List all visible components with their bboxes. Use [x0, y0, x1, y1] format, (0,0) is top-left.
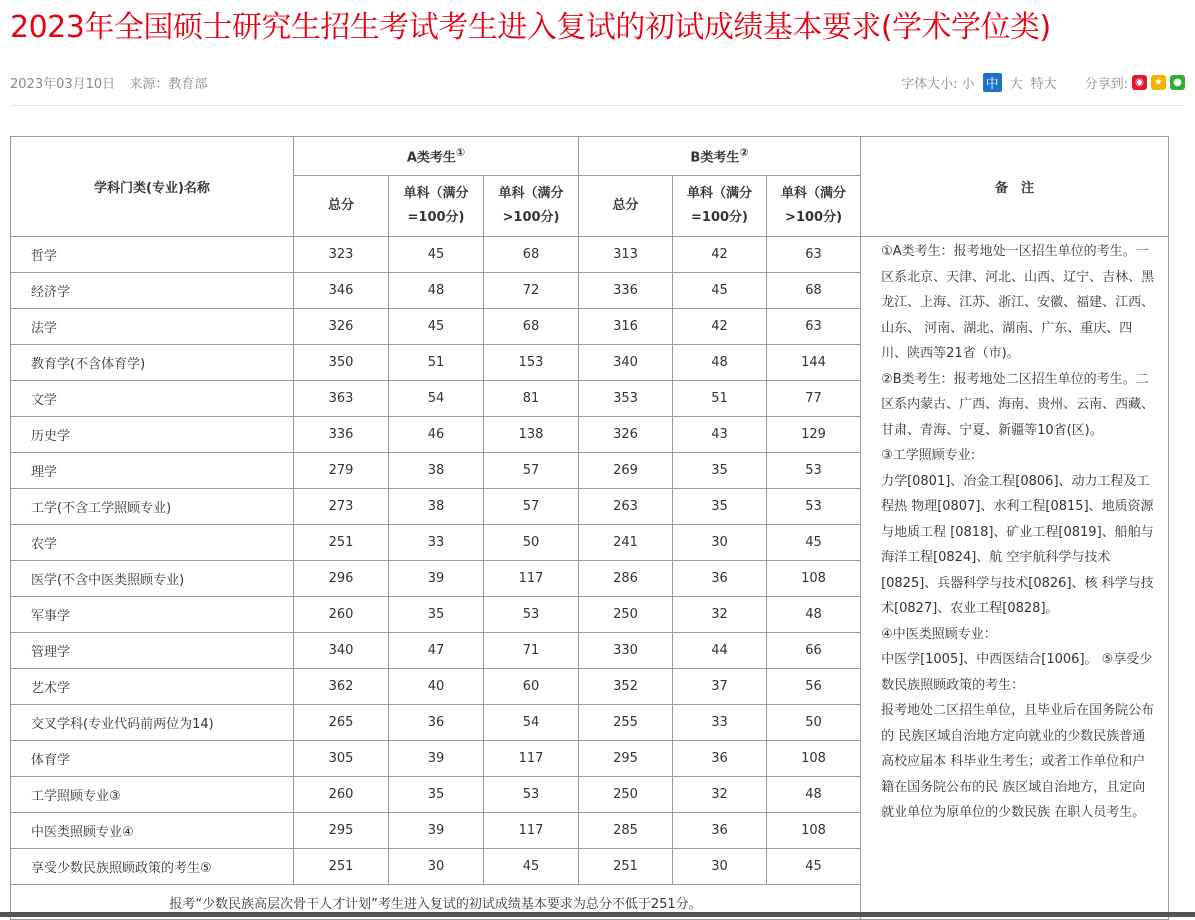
- score-b-s1: 32: [673, 777, 767, 813]
- score-b-total: 241: [579, 525, 673, 561]
- score-a-total: 251: [294, 525, 389, 561]
- score-b-s1: 35: [673, 453, 767, 489]
- score-b-s1: 32: [673, 597, 767, 633]
- score-a-s1: 54: [389, 381, 484, 417]
- score-a-s2: 117: [484, 741, 579, 777]
- font-size-medium[interactable]: 中: [983, 73, 1002, 92]
- score-b-s1: 33: [673, 705, 767, 741]
- header-divider: [10, 105, 1185, 106]
- score-a-total: 295: [294, 813, 389, 849]
- table-row: [11, 237, 1169, 273]
- page-title: 2023年全国硕士研究生招生考试考生进入复试的初试成绩基本要求(学术学位类): [10, 10, 1051, 45]
- score-b-total: 340: [579, 345, 673, 381]
- score-a-s2: 57: [484, 489, 579, 525]
- score-b-s1: 36: [673, 813, 767, 849]
- subject-name: 理学: [11, 453, 294, 489]
- note-paragraph: ②B类考生：报考地处二区招生单位的考生。二区系内蒙古、广西、海南、贵州、云南、西藏、 甘肃、青海、宁夏、新疆等10省(区)。: [881, 371, 1155, 438]
- score-a-s2: 57: [484, 453, 579, 489]
- score-b-total: 286: [579, 561, 673, 597]
- qzone-icon[interactable]: ★: [1151, 75, 1166, 90]
- score-a-s2: 54: [484, 705, 579, 741]
- footer-note: 报考“少数民族高层次骨干人才计划”考生进入复试的初试成绩基本要求为总分不低于251分。: [11, 885, 861, 920]
- score-b-s2: 63: [767, 237, 861, 273]
- score-a-s1: 33: [389, 525, 484, 561]
- font-size-xlarge[interactable]: 特大: [1030, 77, 1057, 92]
- b-single-100-header: 单科（满分=100分): [673, 176, 767, 237]
- score-a-total: 363: [294, 381, 389, 417]
- a-single-100-header: 单科（满分=100分): [389, 176, 484, 237]
- group-b-mark: ②: [739, 146, 749, 160]
- score-b-total: 263: [579, 489, 673, 525]
- score-a-s1: 48: [389, 273, 484, 309]
- bottom-bar: [0, 912, 1195, 917]
- note-paragraph: ③工学照顾专业:: [881, 448, 976, 463]
- subject-name: 法学: [11, 309, 294, 345]
- score-a-total: 350: [294, 345, 389, 381]
- font-size-label: 字体大小:: [901, 77, 958, 92]
- score-a-s2: 53: [484, 597, 579, 633]
- note-paragraph: ④中医类照顾专业：: [881, 626, 997, 642]
- group-b-label: B类考生: [690, 150, 740, 166]
- score-b-s2: 48: [767, 777, 861, 813]
- score-a-s1: 39: [389, 741, 484, 777]
- subject-name: 享受少数民族照顾政策的考生⑤: [11, 849, 294, 885]
- subject-name: 工学(不含工学照顾专业): [11, 489, 294, 525]
- score-a-s1: 38: [389, 489, 484, 525]
- score-b-s1: 37: [673, 669, 767, 705]
- score-b-total: 285: [579, 813, 673, 849]
- score-a-s1: 51: [389, 345, 484, 381]
- subject-name: 中医类照顾专业④: [11, 813, 294, 849]
- score-a-s1: 35: [389, 777, 484, 813]
- score-b-s2: 77: [767, 381, 861, 417]
- score-a-total: 265: [294, 705, 389, 741]
- share-label: 分享到:: [1084, 77, 1128, 92]
- article-meta: [10, 73, 217, 92]
- note-paragraph: 报考地处二区招生单位，且毕业后在国务院公布的 民族区域自治地方定向就业的少数民族普通高校应届本 科毕业生考生；或者工作单位和户籍在国务院公布的民 族区域自治地方，且定向就业单位为原单位的少数民族 在职人员考生。: [881, 703, 1155, 820]
- font-size-large[interactable]: 大: [1009, 77, 1023, 92]
- score-a-s2: 81: [484, 381, 579, 417]
- score-a-s2: 68: [484, 309, 579, 345]
- score-b-s2: 63: [767, 309, 861, 345]
- score-a-s1: 47: [389, 633, 484, 669]
- score-a-s2: 60: [484, 669, 579, 705]
- score-b-total: 330: [579, 633, 673, 669]
- note-paragraph: 中医学[1005]、中西医结合[1006]。 ⑤享受少数民族照顾政策的考生：: [881, 652, 1153, 693]
- score-b-total: 250: [579, 597, 673, 633]
- wechat-icon[interactable]: ●: [1170, 75, 1185, 90]
- table-body: [11, 237, 1169, 920]
- score-b-s2: 50: [767, 705, 861, 741]
- score-a-s1: 35: [389, 597, 484, 633]
- score-a-total: 296: [294, 561, 389, 597]
- subject-name: 经济学: [11, 273, 294, 309]
- score-b-s1: 35: [673, 489, 767, 525]
- score-a-total: 273: [294, 489, 389, 525]
- score-table: [10, 136, 1169, 920]
- score-a-s1: 36: [389, 705, 484, 741]
- score-a-total: 340: [294, 633, 389, 669]
- score-a-s1: 45: [389, 237, 484, 273]
- score-a-total: 362: [294, 669, 389, 705]
- score-b-s1: 45: [673, 273, 767, 309]
- score-a-total: 346: [294, 273, 389, 309]
- subject-name: 医学(不含中医类照顾专业): [11, 561, 294, 597]
- article-tools: [901, 73, 1185, 92]
- score-a-s2: 117: [484, 813, 579, 849]
- score-a-s2: 53: [484, 777, 579, 813]
- score-b-total: 313: [579, 237, 673, 273]
- score-a-total: 279: [294, 453, 389, 489]
- score-b-total: 353: [579, 381, 673, 417]
- score-b-total: 269: [579, 453, 673, 489]
- score-b-s2: 129: [767, 417, 861, 453]
- score-b-s2: 53: [767, 489, 861, 525]
- score-a-s2: 138: [484, 417, 579, 453]
- notes-header: 备 注: [861, 137, 1169, 237]
- article-source: 来源：教育部: [129, 77, 208, 92]
- b-single-over-header: 单科（满分>100分): [767, 176, 861, 237]
- subject-name: 艺术学: [11, 669, 294, 705]
- score-b-s2: 53: [767, 453, 861, 489]
- score-b-total: 255: [579, 705, 673, 741]
- note-paragraph: ①A类考生：报考地处一区招生单位的考生。一区系北京、天津、河北、山西、辽宁、吉林、黑 龙江、上海、江苏、浙江、安徽、福建、江西、山东、 河南、湖北、湖南、广东、重庆、四川、陕西等21省（市)。: [881, 244, 1155, 361]
- score-b-s1: 42: [673, 237, 767, 273]
- publish-date: 2023年03月10日: [10, 77, 116, 92]
- score-b-s2: 108: [767, 561, 861, 597]
- score-b-s2: 56: [767, 669, 861, 705]
- subject-name: 交叉学科(专业代码前两位为14): [11, 705, 294, 741]
- subject-name: 文学: [11, 381, 294, 417]
- weibo-icon[interactable]: ◉: [1132, 75, 1147, 90]
- score-b-s1: 36: [673, 741, 767, 777]
- share-group: [1085, 73, 1185, 92]
- notes-cell: [861, 237, 1169, 920]
- group-a-header: [294, 137, 579, 176]
- score-a-s2: 45: [484, 849, 579, 885]
- score-a-s1: 38: [389, 453, 484, 489]
- subject-name: 教育学(不含体育学): [11, 345, 294, 381]
- score-b-total: 250: [579, 777, 673, 813]
- score-a-total: 251: [294, 849, 389, 885]
- score-a-s2: 72: [484, 273, 579, 309]
- score-b-total: 316: [579, 309, 673, 345]
- score-b-total: 352: [579, 669, 673, 705]
- col-name-header: 学科门类(专业)名称: [11, 137, 294, 237]
- score-b-s1: 42: [673, 309, 767, 345]
- score-b-s1: 30: [673, 525, 767, 561]
- score-b-s2: 66: [767, 633, 861, 669]
- score-a-s1: 39: [389, 561, 484, 597]
- score-b-s2: 68: [767, 273, 861, 309]
- score-b-s2: 48: [767, 597, 861, 633]
- score-b-s1: 36: [673, 561, 767, 597]
- note-paragraph: 力学[0801]、冶金工程[0806]、动力工程及工程热 物理[0807]、水利工程[0815]、地质资源与地质工程 [0818]、矿业工程[0819]、船舶与海洋工程[0824]、航 空宇航科学与技术[0825]、兵器科学与技术[0826]、核 科学与技术[0827]、农业工程[0828]。: [881, 473, 1154, 616]
- score-a-s1: 39: [389, 813, 484, 849]
- score-b-s1: 51: [673, 381, 767, 417]
- score-a-s2: 71: [484, 633, 579, 669]
- score-b-total: 336: [579, 273, 673, 309]
- score-a-s2: 68: [484, 237, 579, 273]
- subject-name: 哲学: [11, 237, 294, 273]
- score-b-total: 295: [579, 741, 673, 777]
- score-a-total: 260: [294, 597, 389, 633]
- group-b-header: [579, 137, 861, 176]
- score-a-total: 260: [294, 777, 389, 813]
- score-b-total: 251: [579, 849, 673, 885]
- score-b-s1: 44: [673, 633, 767, 669]
- score-b-s1: 30: [673, 849, 767, 885]
- score-b-s2: 144: [767, 345, 861, 381]
- score-b-total: 326: [579, 417, 673, 453]
- subject-name: 管理学: [11, 633, 294, 669]
- score-a-s1: 40: [389, 669, 484, 705]
- score-b-s2: 108: [767, 741, 861, 777]
- score-a-total: 305: [294, 741, 389, 777]
- score-b-s2: 108: [767, 813, 861, 849]
- score-a-s1: 46: [389, 417, 484, 453]
- score-b-s1: 48: [673, 345, 767, 381]
- b-total-header: 总分: [579, 176, 673, 237]
- score-a-s2: 117: [484, 561, 579, 597]
- score-a-s2: 153: [484, 345, 579, 381]
- a-single-over-header: 单科（满分>100分): [484, 176, 579, 237]
- subject-name: 军事学: [11, 597, 294, 633]
- subject-name: 历史学: [11, 417, 294, 453]
- subject-name: 工学照顾专业③: [11, 777, 294, 813]
- header-row-1: [11, 137, 1169, 176]
- score-a-total: 323: [294, 237, 389, 273]
- score-a-s2: 50: [484, 525, 579, 561]
- group-a-label: A类考生: [406, 150, 456, 166]
- score-a-s1: 30: [389, 849, 484, 885]
- a-total-header: 总分: [294, 176, 389, 237]
- score-b-s2: 45: [767, 849, 861, 885]
- subject-name: 体育学: [11, 741, 294, 777]
- subject-name: 农学: [11, 525, 294, 561]
- font-size-small[interactable]: 小: [961, 77, 975, 92]
- group-a-mark: ①: [455, 146, 466, 160]
- score-a-total: 336: [294, 417, 389, 453]
- score-b-s1: 43: [673, 417, 767, 453]
- score-b-s2: 45: [767, 525, 861, 561]
- score-a-total: 326: [294, 309, 389, 345]
- score-a-s1: 45: [389, 309, 484, 345]
